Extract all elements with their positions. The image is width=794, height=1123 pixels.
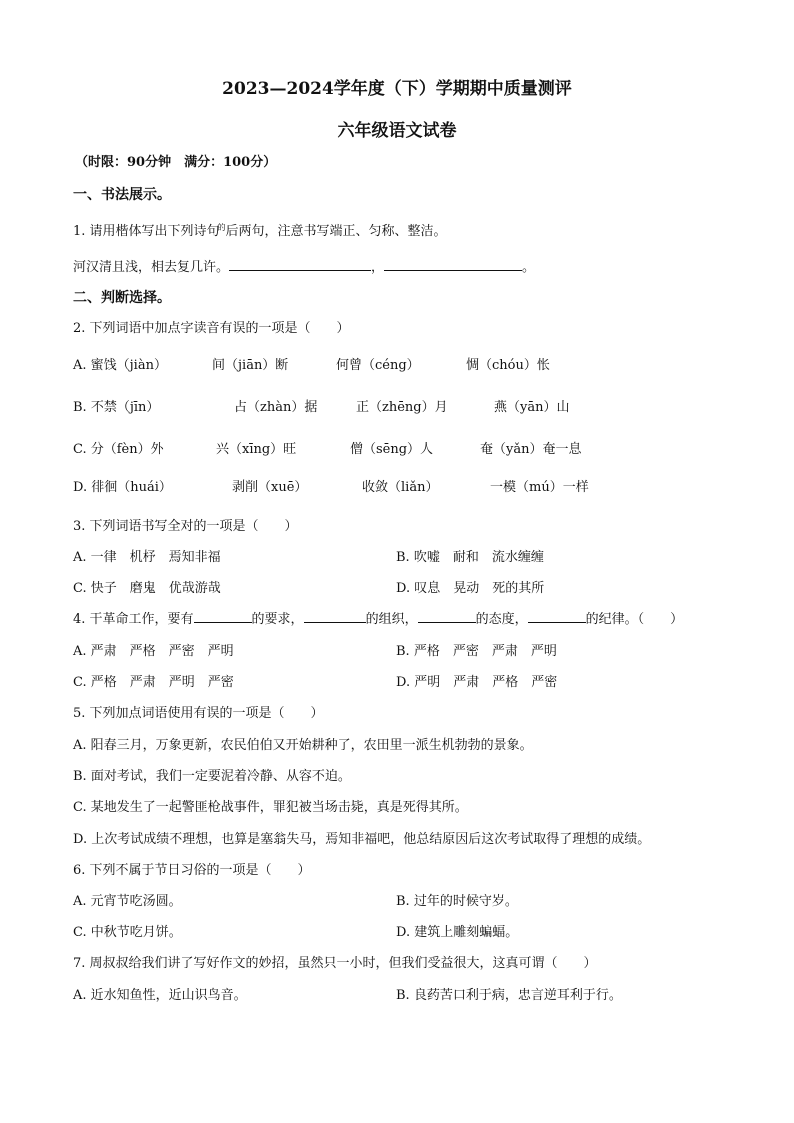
- question-6-stem: 6. 下列不属于节日习俗的一项是（ ）: [73, 863, 311, 878]
- q4-option-b[interactable]: B. 严格 严密 严肃 严明: [396, 644, 557, 659]
- q2-option-a-word-1[interactable]: A. 蜜饯（jiàn）: [73, 358, 167, 373]
- q2-option-d-word-4: 一模（mú）一样: [490, 480, 589, 495]
- exam-subtitle: 六年级语文试卷: [337, 121, 457, 141]
- question-4-stem: 4. 干革命工作，要有 的要求， 的组织， 的态度， 的纪律。（ ）: [73, 608, 683, 627]
- q2-option-b-word-1[interactable]: B. 不禁（jīn）: [73, 400, 160, 415]
- q2-option-d-word-3: 收敛（liǎn）: [362, 480, 439, 495]
- question-7-stem: 7. 周叔叔给我们讲了写好作文的妙招，虽然只一小时，但我们受益很大，这真可谓（ ）: [73, 956, 597, 971]
- q6-option-c[interactable]: C. 中秋节吃月饼。: [73, 925, 182, 940]
- answer-blank-2[interactable]: [384, 257, 522, 271]
- q7-option-a[interactable]: A. 近水知鱼性，近山识鸟音。: [73, 988, 247, 1003]
- question-3-stem: 3. 下列词语书写全对的一项是（ ）: [73, 519, 298, 534]
- exam-meta: （时限：90分钟 满分：100分）: [75, 155, 277, 170]
- q5-option-c[interactable]: C. 某地发生了一起警匪枪战事件，罪犯被当场击毙，真是死得其所。: [73, 800, 468, 815]
- q2-option-c-word-3: 僧（sēng）人: [350, 442, 434, 457]
- q4-option-a[interactable]: A. 严肃 严格 严密 严明: [73, 644, 234, 659]
- question-5-stem: 5. 下列加点词语使用有误的一项是（ ）: [73, 706, 324, 721]
- q6-option-d[interactable]: D. 建筑上雕刻蝙蝠。: [396, 925, 519, 940]
- section-judgment: 二、判断选择。: [73, 290, 171, 306]
- question-2-stem: 2. 下列词语中加点字读音有误的一项是（ ）: [73, 321, 350, 336]
- q4-blank-3[interactable]: [418, 609, 476, 623]
- q4-blank-2[interactable]: [304, 609, 366, 623]
- question-1-stem: 1. 请用楷体写出下列诗句$^的$后两句，注意书写端正、匀称、整洁。: [73, 222, 447, 239]
- q2-option-c-word-4: 奄（yǎn）奄一息: [480, 442, 582, 457]
- q2-option-a-word-2: 间（jiān）断: [212, 358, 289, 373]
- q3-option-a[interactable]: A. 一律 机杼 焉知非福: [73, 550, 221, 565]
- q2-option-b-word-3: 正（zhēng）月: [356, 400, 448, 415]
- q2-option-c-word-2: 兴（xīng）旺: [216, 442, 297, 457]
- q4-blank-4[interactable]: [528, 609, 586, 623]
- q7-option-b[interactable]: B. 良药苦口利于病，忠言逆耳利于行。: [396, 988, 622, 1003]
- q2-option-b-word-2: 占（zhàn）据: [234, 400, 318, 415]
- q2-option-a-word-4: 惆（chóu）怅: [466, 358, 550, 373]
- q4-blank-1[interactable]: [194, 609, 252, 623]
- question-1-line: 河汉清且浅，相去复几许。 ， 。: [73, 256, 535, 275]
- answer-blank-1[interactable]: [229, 257, 371, 271]
- exam-title: 2023—2024学年度（下）学期期中质量测评: [222, 79, 572, 99]
- q3-option-d[interactable]: D. 叹息 晃动 死的其所: [396, 581, 545, 596]
- q6-option-b[interactable]: B. 过年的时候守岁。: [396, 894, 518, 909]
- q3-option-c[interactable]: C. 快子 磨鬼 优哉游哉: [73, 581, 221, 596]
- q4-option-d[interactable]: D. 严明 严肃 严格 严密: [396, 675, 558, 690]
- q5-option-b[interactable]: B. 面对考试，我们一定要泥着冷静、从容不迫。: [73, 769, 351, 784]
- q2-option-d-word-2: 剥削（xuē）: [232, 480, 308, 495]
- q2-option-c-word-1[interactable]: C. 分（fèn）外: [73, 442, 164, 457]
- q2-option-a-word-3: 何曾（céng）: [336, 358, 420, 373]
- q2-option-b-word-4: 燕（yān）山: [494, 400, 570, 415]
- q4-option-c[interactable]: C. 严格 严肃 严明 严密: [73, 675, 234, 690]
- q5-option-d[interactable]: D. 上次考试成绩不理想，也算是塞翁失马，焉知非福吧，他总结原因后这次考试取得了理想的成绩。: [73, 832, 651, 847]
- q2-option-d-word-1[interactable]: D. 徘徊（huái）: [73, 480, 172, 495]
- q5-option-a[interactable]: A. 阳春三月，万象更新，农民伯伯又开始耕种了，农田里一派生机勃勃的景象。: [73, 738, 533, 753]
- q3-option-b[interactable]: B. 吹嘘 耐和 流水缠缠: [396, 550, 544, 565]
- q6-option-a[interactable]: A. 元宵节吃汤圆。: [73, 894, 182, 909]
- section-calligraphy: 一、书法展示。: [73, 187, 171, 203]
